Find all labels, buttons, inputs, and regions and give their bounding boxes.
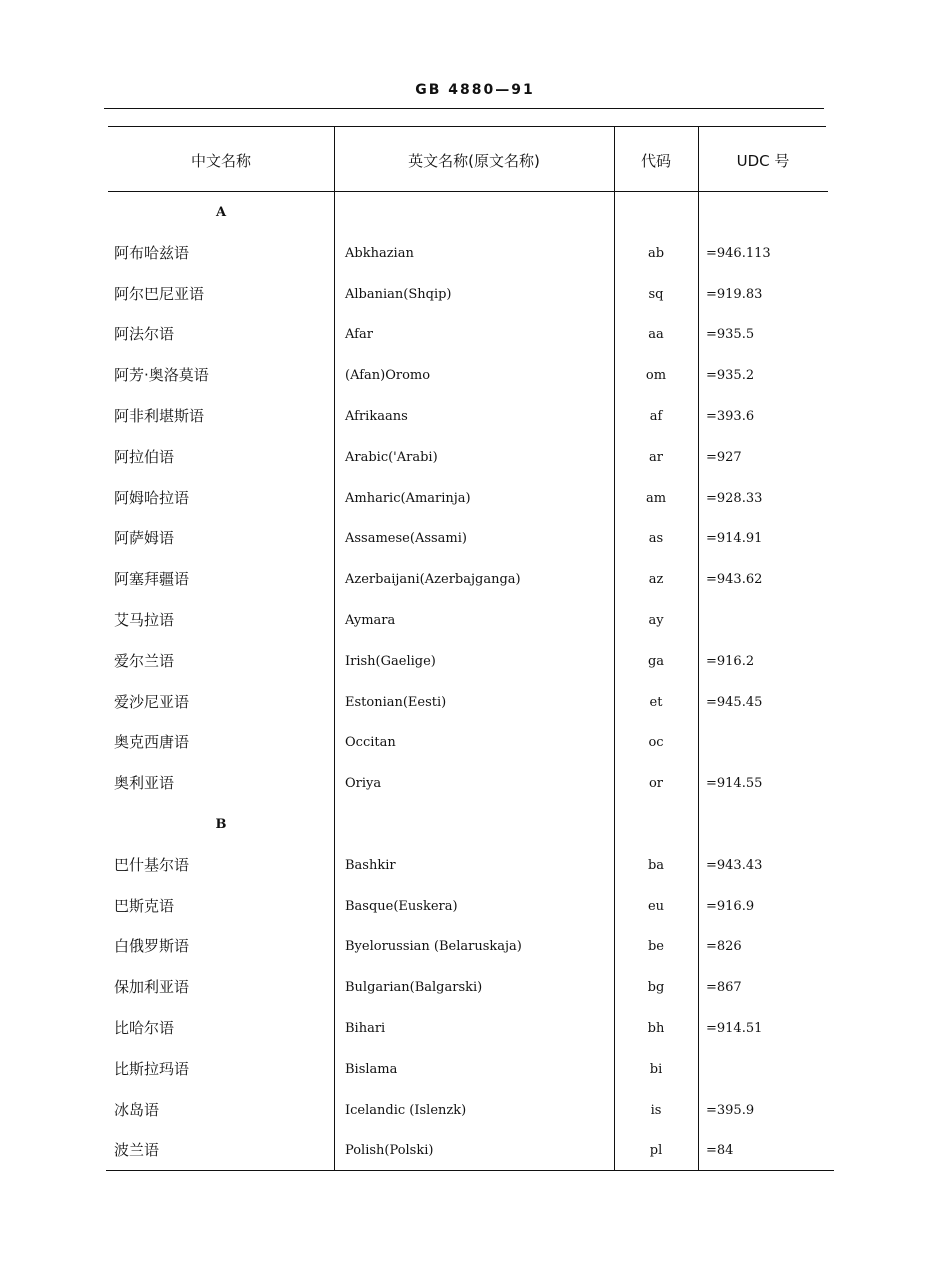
udc-cell: =919.83 [706,286,763,302]
english-name-cell: Icelandic (Islenzk) [345,1102,467,1118]
udc-cell: =935.5 [706,327,755,343]
code-cell: bh [647,1021,665,1036]
table-row [108,1008,828,1049]
table-row [108,396,828,437]
chinese-name-cell: 爱尔兰语 [114,651,175,670]
code-cell: az [648,572,664,588]
table-row [108,845,828,886]
header-code: 代码 [640,152,671,170]
english-name-cell: Albanian(Shqip) [345,286,452,302]
table-row [108,437,828,478]
table-row [108,722,828,763]
code-cell: sq [648,286,664,302]
table-row [108,274,828,315]
code-cell: bg [647,980,665,996]
table-row [108,314,828,355]
english-name-cell: Aymara [345,613,396,628]
udc-cell: =826 [706,939,742,955]
table-row [108,763,828,804]
table-row [108,1049,828,1090]
table-row [108,518,828,559]
english-name-cell: Irish(Gaelige) [345,653,436,669]
udc-cell: =914.51 [706,1021,763,1036]
english-name-cell: Arabic('Arabi) [345,449,438,465]
chinese-name-cell: 冰岛语 [114,1100,160,1119]
table-row [108,926,828,967]
english-name-cell: Assamese(Assami) [345,531,467,547]
udc-cell: =914.55 [706,776,763,792]
chinese-name-cell: 阿拉伯语 [114,447,175,466]
chinese-name-cell: 阿尔巴尼亚语 [114,284,205,303]
table-row [108,600,828,641]
english-name-cell: Azerbaijani(Azerbajganga) [345,572,521,588]
table-row [108,355,828,396]
table-row [108,233,828,274]
code-cell: as [648,531,664,547]
chinese-name-cell: 阿法尔语 [114,325,175,344]
table-row [108,478,828,519]
chinese-name-cell: 白俄罗斯语 [114,937,190,956]
chinese-name-cell: 奥利亚语 [114,774,175,793]
english-name-cell: Afrikaans [345,409,408,424]
table-header [108,126,828,192]
english-name-cell: Bulgarian(Balgarski) [345,980,483,996]
code-cell: am [645,490,667,506]
udc-cell: =395.9 [706,1102,755,1118]
header-udc: UDC 号 [736,152,790,170]
chinese-name-cell: 阿芳·奥洛莫语 [114,366,209,385]
header-rule [104,108,824,109]
udc-cell: =914.91 [706,531,763,547]
chinese-name-cell: 艾马拉语 [114,611,175,629]
udc-cell: =867 [706,980,742,996]
english-name-cell: Occitan [345,735,396,751]
code-cell: is [650,1102,662,1118]
udc-cell: =943.43 [706,857,763,873]
english-name-cell: Estonian(Eesti) [345,694,447,710]
chinese-name-cell: 奥克西唐语 [114,733,190,752]
code-cell: et [649,694,663,710]
udc-cell: =916.2 [706,653,755,669]
code-cell: be [647,939,664,955]
code-cell: ga [647,653,665,669]
chinese-name-cell: 巴斯克语 [114,896,175,915]
english-name-cell: Basque(Euskera) [345,898,458,914]
table-row [108,1130,828,1171]
chinese-name-cell: 波兰语 [114,1141,160,1160]
code-cell: om [645,368,667,384]
code-cell: bi [649,1061,663,1077]
udc-cell: =927 [706,449,742,465]
table-row [108,1090,828,1131]
code-cell: oc [648,735,664,751]
code-cell: ab [647,245,665,261]
section-letter: B [215,817,227,832]
english-name-cell: Bislama [345,1061,398,1077]
code-cell: ay [648,613,664,628]
code-cell: or [648,776,664,792]
section-letter: A [215,205,227,220]
english-name-cell: Bihari [345,1021,386,1036]
table-row [108,886,828,927]
header-chinese-name: 中文名称 [190,152,251,170]
code-cell: af [649,409,663,424]
udc-cell: =945.45 [706,694,763,710]
code-cell: ba [647,857,665,873]
code-cell: pl [649,1143,663,1159]
header-english-name: 英文名称(原文名称) [408,152,540,170]
chinese-name-cell: 比斯拉玛语 [114,1059,190,1078]
chinese-name-cell: 比哈尔语 [114,1019,175,1037]
chinese-name-cell: 保加利亚语 [114,978,190,997]
chinese-name-cell: 阿非利堪斯语 [114,407,205,425]
english-name-cell: Abkhazian [345,245,414,261]
chinese-name-cell: 阿塞拜疆语 [114,570,190,589]
english-name-cell: Amharic(Amarinja) [345,490,471,506]
english-name-cell: Afar [345,327,373,343]
udc-cell: =946.113 [706,245,771,261]
english-name-cell: Polish(Polski) [345,1143,434,1159]
chinese-name-cell: 阿姆哈拉语 [114,488,190,507]
english-name-cell: (Afan)Oromo [345,368,431,384]
table-row [108,559,828,600]
table-bottom-rule [106,1170,834,1171]
table-row [108,967,828,1008]
english-name-cell: Oriya [345,776,382,792]
chinese-name-cell: 阿布哈兹语 [114,243,190,262]
code-cell: aa [648,327,664,343]
udc-cell: =84 [706,1143,734,1159]
chinese-name-cell: 爱沙尼亚语 [114,692,190,711]
document-header: GB 4880—91 [415,82,535,98]
udc-cell: =935.2 [706,368,755,384]
table-row [108,641,828,682]
udc-cell: =916.9 [706,898,755,914]
code-cell: eu [647,898,665,914]
chinese-name-cell: 阿萨姆语 [114,529,175,548]
udc-cell: =928.33 [706,490,763,506]
code-cell: ar [649,449,663,465]
udc-cell: =943.62 [706,572,763,588]
udc-cell: =393.6 [706,409,755,424]
table-row [108,682,828,723]
chinese-name-cell: 巴什基尔语 [114,855,190,874]
english-name-cell: Byelorussian (Belaruskaja) [345,939,522,955]
english-name-cell: Bashkir [345,857,396,873]
